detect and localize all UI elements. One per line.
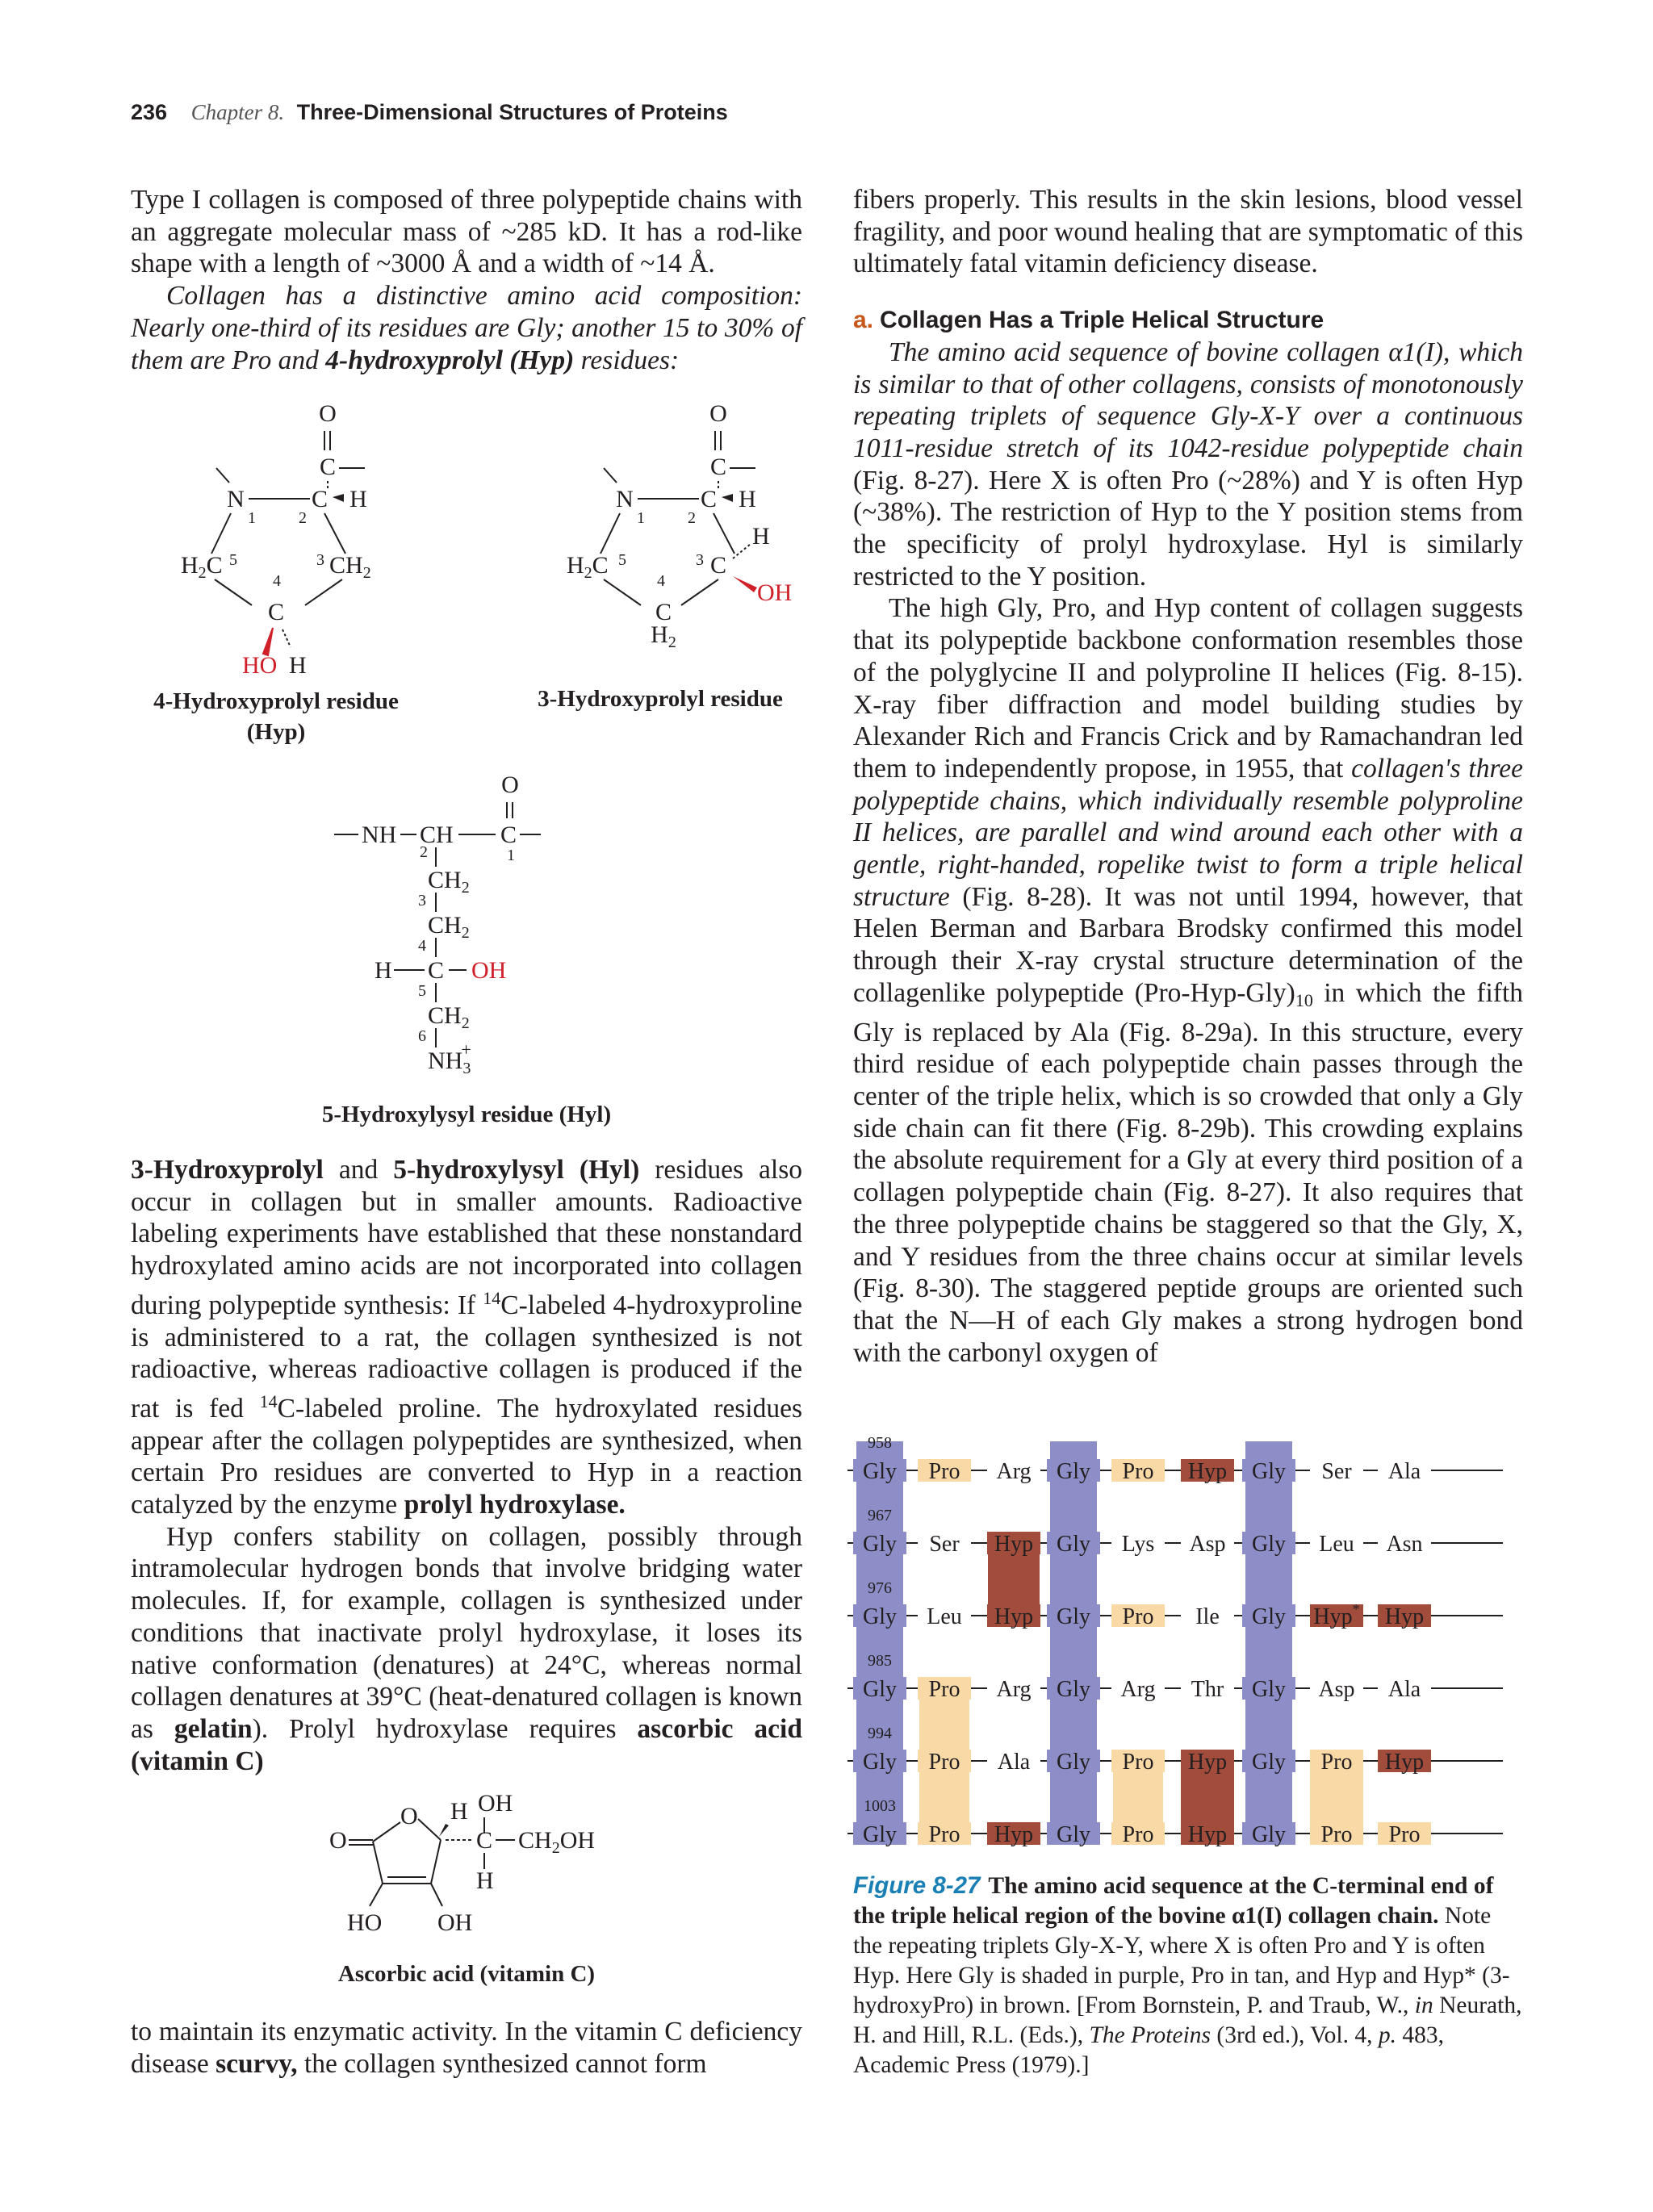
residue-label: Gly: [1252, 1459, 1286, 1484]
paragraph: Collagen has a distinctive amino acid composition: Nearly one-third of its residues are Gly; another 15 to 30% of them are Pro and 4-hydroxyprolyl (Hyp) residues:: [131, 281, 802, 375]
section-heading: a. Collagen Has a Triple Helical Structure: [853, 307, 1324, 334]
svg-text:OH: OH: [471, 957, 507, 984]
svg-text:O: O: [709, 400, 727, 427]
residue-number: 967: [868, 1507, 892, 1524]
residue-shade: [1245, 1441, 1292, 1845]
svg-text:H: H: [450, 1798, 468, 1825]
hyp-label: 4-Hydroxyprolyl residue (Hyp): [153, 688, 399, 745]
paragraph: 3-Hydroxyprolyl and 5-hydroxylysyl (Hyl) residues also occur in collagen but in smaller amounts. Radioactive labeling experiments have established that these nonstandard hydroxylated amino acids are not incorporated into collagen during polypeptide synthesis: If $^{14}$C-labeled 4-hydroxyproline is administered to a rat, the collagen synthesized is not radioactive, whereas radioactive collagen is produced if the rat is fed $^{14}$C-labeled proline. The hydroxylated residues appear after the collagen polypeptides are synthesized, when certain Pro residues are converted to Hyp in a reaction catalyzed by the enzyme prolyl hydroxylase.: [131, 1155, 803, 1520]
svg-text:C: C: [709, 454, 727, 480]
residue-label: Hyp: [1187, 1750, 1228, 1775]
residue-label: Pro: [928, 1822, 960, 1847]
residue-label: Ala: [1387, 1677, 1421, 1702]
residue-label: Leu: [927, 1604, 962, 1629]
residue-label: Gly: [1057, 1459, 1090, 1484]
svg-text:OH: OH: [437, 1909, 473, 1936]
residue-label: Pro: [928, 1750, 960, 1775]
svg-text:N: N: [616, 486, 634, 512]
residue-label: Ile: [1195, 1604, 1220, 1629]
residue-label: Gly: [1252, 1532, 1286, 1557]
svg-text:1: 1: [507, 847, 515, 864]
svg-text:C: C: [319, 454, 337, 480]
svg-text:HO: HO: [347, 1909, 383, 1936]
left-intro: [131, 184, 802, 376]
svg-text:1: 1: [637, 509, 645, 527]
svg-text:CH2: $CH_2$: [428, 912, 470, 942]
paragraph: Hyp confers stability on collagen, possibly through intramolecular hydrogen bonds that involve bridging water molecules. If, for example, collagen is synthesized under conditions that inactivate prolyl hydroxylase, it loses its native conformation (denatures) at 24°C, whereas normal collagen denatures at 39°C (heat-denatured collagen is known as gelatin). Prolyl hydroxylase requires ascorbic acid (vitamin C): [131, 1521, 802, 1776]
residue-label: Gly: [863, 1532, 897, 1557]
running-head: [131, 100, 728, 125]
svg-text:NH: NH: [362, 822, 397, 848]
svg-text:CH: CH: [420, 822, 454, 848]
ascorbic-acid-structure: [323, 1783, 630, 1945]
3-hyp-label: 3-Hydroxyprolyl residue: [538, 686, 783, 712]
svg-text:CH2: $CH_2$: [428, 867, 470, 897]
svg-text:H: H: [739, 486, 756, 512]
residue-label: Arg: [996, 1677, 1032, 1702]
svg-text:H: H: [349, 486, 367, 512]
residue-label: Hyp*: [1313, 1601, 1360, 1629]
residue-label: Hyp: [1384, 1750, 1425, 1775]
residue-label: Gly: [1057, 1604, 1090, 1629]
residue-label: Pro: [1122, 1750, 1154, 1775]
residue-label: Gly: [1252, 1677, 1286, 1702]
svg-text:C: C: [267, 599, 285, 625]
residue-label: Pro: [1320, 1750, 1353, 1775]
paragraph: Type I collagen is composed of three polypeptide chains with an aggregate molecular mass of ~285 kD. It has a rod-like shape with a length of ~3000 Å and a width of ~14 Å.: [131, 185, 802, 279]
residue-label: Ala: [997, 1750, 1031, 1775]
svg-text:OH: OH: [757, 579, 793, 606]
residue-label: Hyp: [1187, 1459, 1228, 1484]
svg-text:C: C: [311, 486, 329, 512]
residue-label: Leu: [1319, 1532, 1354, 1557]
residue-shade: [1050, 1441, 1097, 1845]
svg-text:OH: OH: [478, 1790, 513, 1817]
svg-text:N: N: [227, 486, 245, 512]
svg-text:C: C: [700, 486, 718, 512]
svg-text:2: 2: [688, 509, 696, 527]
residue-number: 994: [868, 1725, 892, 1742]
chapter-label: Chapter 8.: [190, 100, 285, 124]
svg-text:H2C: $H_2C$: [181, 552, 223, 582]
page-number: 236: [131, 100, 168, 124]
collagen-sequence-figure: [847, 1428, 1525, 1856]
residue-label: Gly: [1057, 1532, 1090, 1557]
svg-text:C: C: [710, 552, 727, 579]
svg-text:O: O: [501, 771, 519, 798]
svg-text:CH2: $CH_2$: [329, 552, 371, 582]
residue-label: Gly: [1252, 1604, 1286, 1629]
left-end: [131, 2016, 802, 2080]
residue-label: Gly: [863, 1750, 897, 1775]
residue-label: Pro: [1388, 1822, 1421, 1847]
residue-label: Asp: [1189, 1532, 1226, 1557]
svg-text:4: 4: [273, 572, 281, 590]
paragraph: to maintain its enzymatic activity. In the vitamin C deficiency disease scurvy, the collagen synthesized cannot form: [131, 2017, 802, 2079]
residue-label: Pro: [1122, 1604, 1154, 1629]
left-body: [131, 1154, 802, 1777]
residue-label: Pro: [1122, 1822, 1154, 1847]
svg-text:C: C: [476, 1827, 493, 1854]
residue-label: Pro: [928, 1459, 960, 1484]
residue-label: Asn: [1386, 1532, 1423, 1557]
residue-label: Arg: [1120, 1677, 1156, 1702]
residue-label: Hyp: [1187, 1822, 1228, 1847]
svg-text:H2C: $H_2C$: [567, 552, 609, 582]
residue-label: Hyp: [994, 1604, 1034, 1629]
residue-label: Arg: [996, 1459, 1032, 1484]
hyl-label: 5-Hydroxylysyl residue (Hyl): [321, 1102, 612, 1127]
figure-label: Figure 8-27: [853, 1872, 981, 1899]
svg-text:5: 5: [229, 551, 237, 569]
residue-label: Lys: [1121, 1532, 1155, 1557]
svg-text:C: C: [500, 822, 517, 848]
ascorbic-label: Ascorbic acid (vitamin C): [337, 1961, 596, 1987]
svg-text:H: H: [289, 652, 307, 679]
svg-text:4: 4: [418, 937, 426, 955]
paragraph: The amino acid sequence of bovine collagen α1(I), which is similar to that of other collagens, consists of monotonously repeating triplets of sequence Gly-X-Y over a continuous 1011-residue stretch of its 1042-residue polypeptide chain (Fig. 8-27). Here X is often Pro (~28%) and Y is often Hyp (~38%). The restriction of Hyp to the Y position stems from the specificity of prolyl hydroxylase. Hyl is similarly restricted to the Y position.: [853, 337, 1523, 592]
residue-label: Ser: [929, 1532, 960, 1557]
svg-text:C: C: [428, 957, 445, 984]
residue-label: Gly: [1252, 1750, 1286, 1775]
hyp-structure: [181, 400, 792, 679]
hydroxyprolyl-structures: [131, 394, 809, 684]
paragraph: The high Gly, Pro, and Hyp content of collagen suggests that its polypeptide backbone conformation resembles those of the polyglycine II and polyproline II helices (Fig. 8-15). X-ray fiber diffraction and model building studies by Alexander Rich and Francis Crick and by Ramachandran led them to independently propose, in 1955, that collagen's three polypeptide chains, which individually resemble polyproline II helices, are parallel and wind around each other with a gentle, right-handed, ropelike twist to form a triple helical structure (Fig. 8-28). It was not until 1994, however, that Helen Berman and Barbara Brodsky confirmed this model through their X-ray crystal structure determination of the collagenlike polypeptide $(Pro-Hyp-Gly)_{10}$ in which the fifth Gly is replaced by Ala (Fig. 8-29a). In this structure, every third residue of each polypeptide chain passes through the center of the triple helix, which is so crowded that only a Gly side chain can fit there (Fig. 8-29b). This crowding explains the absolute requirement for a Gly at every third position of a collagen polypeptide chain (Fig. 8-27). It also requires that the three polypeptide chains be staggered so that the Gly, X, and Y residues from the three chains occur at similar levels (Fig. 8-30). The staggered peptide groups are oriented such that the N—H of each Gly makes a strong hydrogen bond with the carbonyl oxygen of: [853, 593, 1524, 1368]
svg-text:O: O: [400, 1803, 418, 1829]
svg-text:CH2: $CH_2$: [428, 1002, 470, 1032]
residue-label: Gly: [1057, 1750, 1090, 1775]
svg-text:C: C: [655, 599, 672, 625]
svg-text:3: 3: [418, 892, 426, 909]
residue-shade: [856, 1441, 903, 1845]
svg-text:5: 5: [418, 982, 426, 1000]
residue-label: Gly: [863, 1459, 897, 1484]
residue-label: Hyp: [1384, 1604, 1425, 1629]
residue-label: Gly: [863, 1604, 897, 1629]
residue-label: Gly: [863, 1677, 897, 1702]
residue-label: Pro: [1122, 1459, 1154, 1484]
svg-text:3: 3: [696, 551, 704, 569]
svg-text:O: O: [319, 400, 337, 427]
residue-number: 958: [868, 1434, 892, 1452]
svg-text:2: 2: [299, 509, 307, 527]
svg-text:1: 1: [248, 509, 256, 527]
residue-label: Thr: [1191, 1677, 1224, 1702]
residue-label: Gly: [1252, 1822, 1286, 1847]
svg-text:H: H: [476, 1867, 494, 1894]
residue-label: Pro: [1320, 1822, 1353, 1847]
residue-label: Pro: [928, 1677, 960, 1702]
hydroxylysyl-structure: [323, 767, 646, 1081]
svg-text:H: H: [752, 523, 770, 550]
svg-text:2: 2: [420, 843, 428, 861]
svg-text:HO: HO: [242, 652, 278, 679]
right-body: [853, 184, 1523, 1369]
residue-label: Gly: [1057, 1677, 1090, 1702]
residue-number: 1003: [864, 1797, 896, 1815]
svg-text:O: O: [329, 1827, 347, 1854]
residue-label: Ala: [1387, 1459, 1421, 1484]
paragraph: fibers properly. This results in the skin lesions, blood vessel fragility, and poor wound healing that are symptomatic of this ultimately fatal vitamin deficiency disease.: [853, 185, 1523, 279]
residue-number: 976: [868, 1579, 892, 1597]
chapter-title: Three-Dimensional Structures of Proteins: [296, 100, 728, 124]
residue-label: Hyp: [994, 1532, 1034, 1557]
svg-text:5: 5: [618, 551, 626, 569]
svg-text:NH3+: $NH_3+$: [428, 1039, 471, 1077]
svg-text:3: 3: [316, 551, 324, 569]
svg-text:H: H: [375, 957, 392, 984]
svg-text:6: 6: [418, 1027, 426, 1045]
residue-label: Hyp: [994, 1822, 1034, 1847]
residue-label: Gly: [863, 1822, 897, 1847]
figure-caption: Figure 8-27 The amino acid sequence at the C-terminal end of the triple helical region of the bovine α1(I) collagen chain. Note the repeating triplets Gly-X-Y, where X is often Pro and Y is often Hyp. Here Gly is shaded in purple, Pro in tan, and Hyp and Hyp* (3-hydroxyPro) in brown. [From Bornstein, P. and Traub, W., in Neurath, H. and Hill, R.L. (Eds.), The Proteins (3rd ed.), Vol. 4, p. 483, Academic Press (1979).]: [853, 1872, 1522, 2078]
residue-label: Ser: [1321, 1459, 1352, 1484]
residue-number: 985: [868, 1652, 892, 1670]
residue-label: Gly: [1057, 1822, 1090, 1847]
svg-text:H2: $H_2$: [651, 621, 676, 651]
residue-label: Asp: [1318, 1677, 1355, 1702]
svg-text:4: 4: [657, 572, 665, 590]
svg-text:CH2OH: $CH_2OH$: [518, 1827, 596, 1857]
